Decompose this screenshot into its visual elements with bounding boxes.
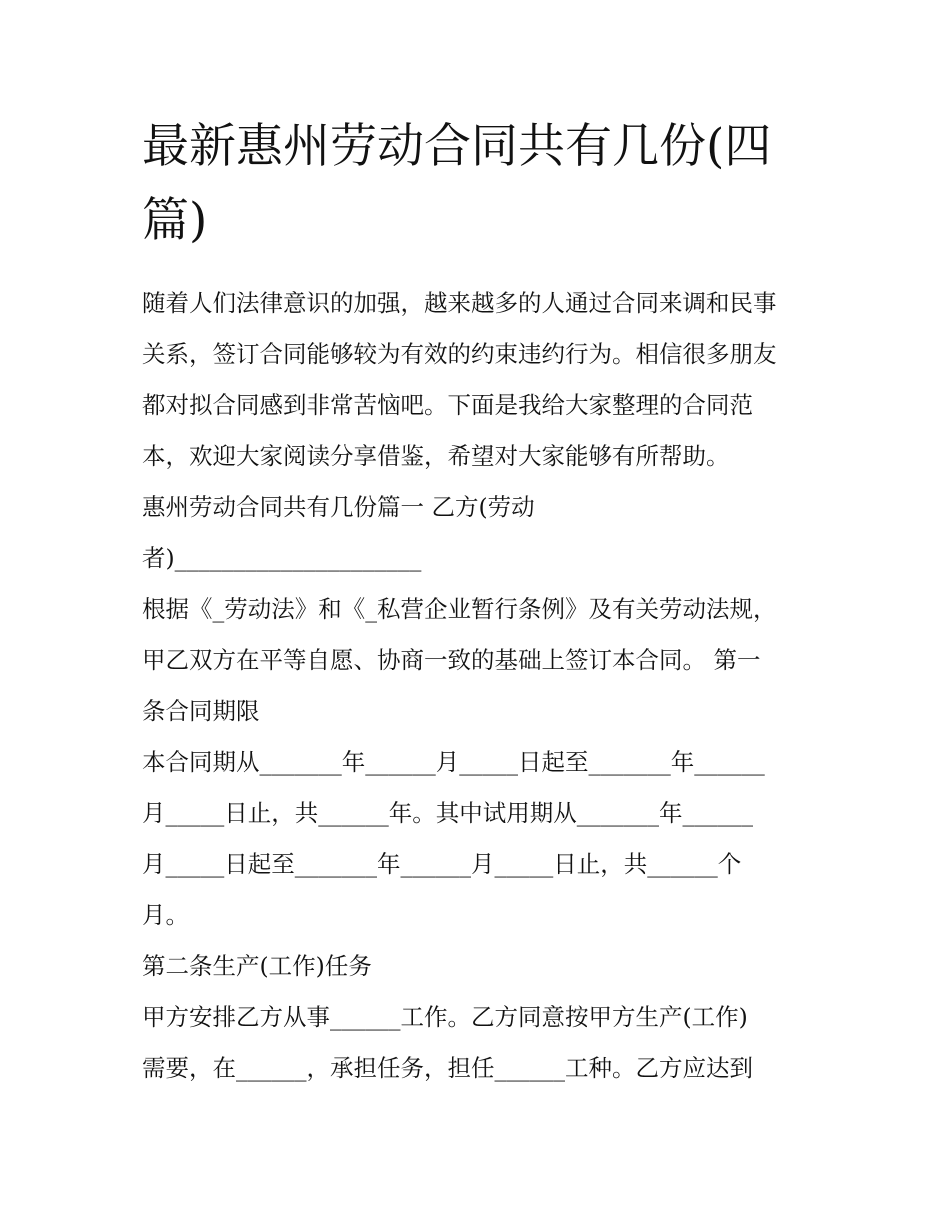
body-line: 甲方安排乙方从事______工作。乙方同意按甲方生产(工作): [142, 1003, 748, 1031]
body-line: 本，欢迎大家阅读分享借鉴，希望对大家能够有所帮助。: [142, 442, 730, 470]
body-line: 月_____日起至_______年______月_____日止，共______个: [142, 850, 742, 878]
body-line: 都对拟合同感到非常苦恼吧。下面是我给大家整理的合同范: [142, 391, 753, 419]
body-line: 月_____日止，共______年。其中试用期从_______年______: [142, 799, 753, 827]
body-line: 甲乙双方在平等自愿、协商一致的基础上签订本合同。 第一: [142, 646, 761, 674]
body-line: 关系，签订合同能够较为有效的约束违约行为。相信很多朋友: [142, 340, 777, 368]
body-line: 月。: [142, 901, 189, 929]
article-heading-line: 第二条生产(工作)任务: [142, 952, 372, 980]
body-line: 者)_____________________: [142, 544, 422, 572]
document-title: 最新惠州劳动合同共有几份(四篇): [142, 119, 772, 248]
body-line: 本合同期从_______年______月_____日起至_______年______: [142, 748, 765, 776]
body-line: 需要，在______，承担任务，担任______工种。乙方应达到: [142, 1054, 753, 1082]
section-heading-line: 惠州劳动合同共有几份篇一 乙方(劳动: [142, 493, 535, 521]
body-line: 根据《_劳动法》和《_私营企业暂行条例》及有关劳动法规，: [142, 595, 777, 623]
document-body: [142, 278, 814, 1094]
body-line: 条合同期限: [142, 697, 260, 725]
document-page: [142, 110, 814, 1094]
body-line: 随着人们法律意识的加强，越来越多的人通过合同来调和民事: [142, 289, 777, 317]
